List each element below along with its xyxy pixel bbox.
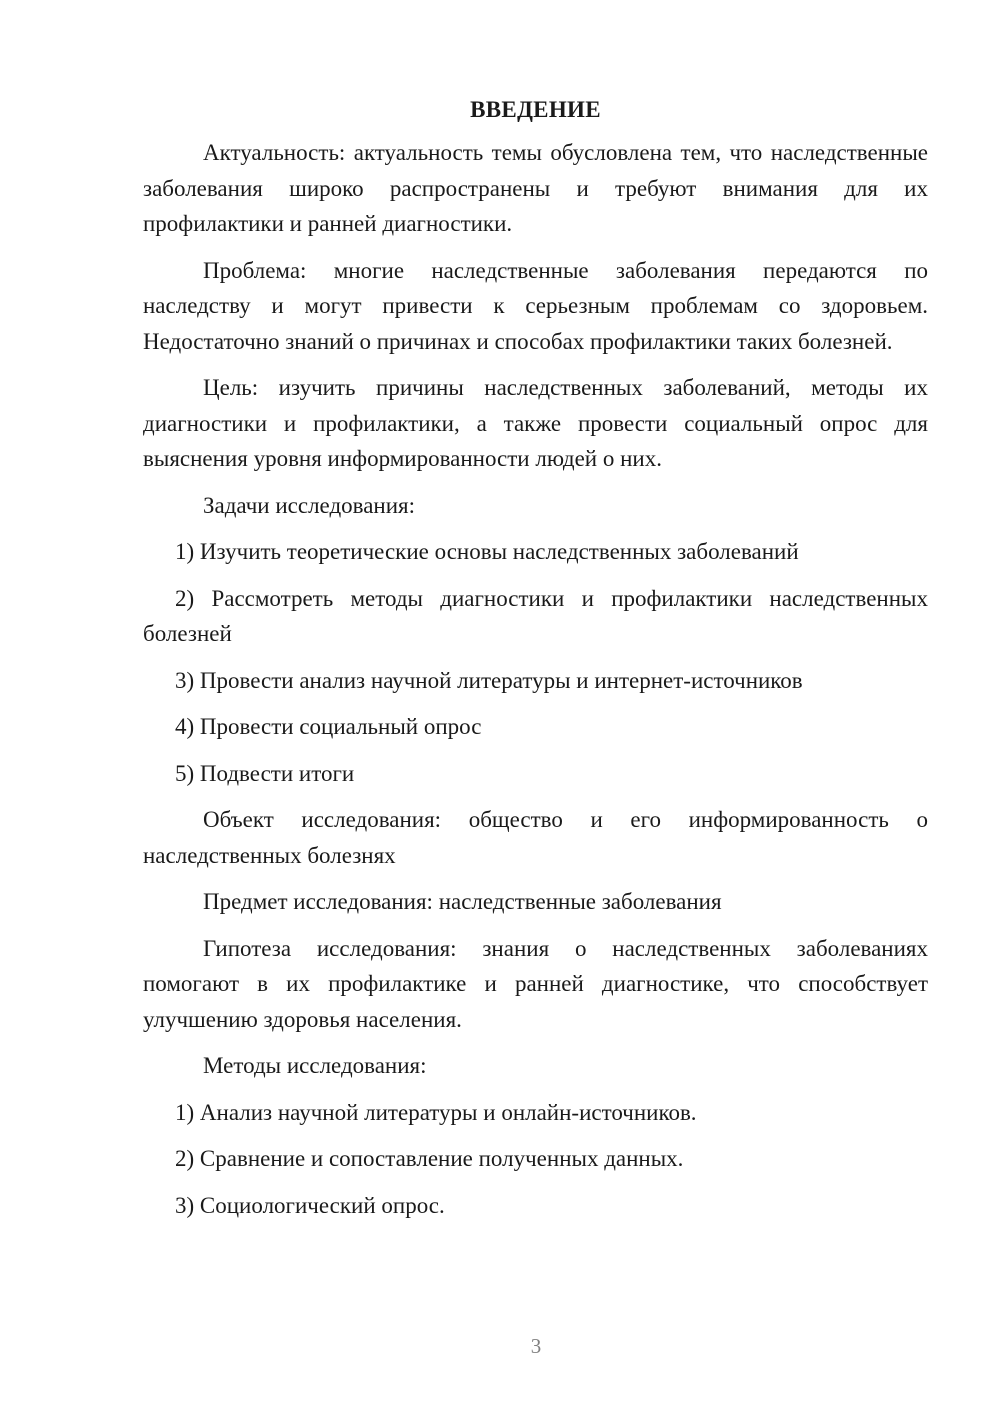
object-paragraph: Объект исследования: общество и его информированность о наследственных болезнях	[143, 807, 928, 868]
method-item: 1) Анализ научной литературы и онлайн-источников.	[175, 1099, 697, 1125]
methods-heading: Методы исследования:	[203, 1053, 427, 1078]
task-item: 1) Изучить теоретические основы наследственных заболеваний	[175, 539, 799, 564]
subject-paragraph: Предмет исследования: наследственные заболевания	[203, 889, 722, 914]
relevance-paragraph: Актуальность: актуальность темы обусловлена тем, что наследственные заболевания широко распространены и требуют внимания для их профилактики и ранней диагностики.	[143, 140, 928, 236]
method-item: 2) Сравнение и сопоставление полученных данных.	[175, 1146, 684, 1171]
tasks-heading: Задачи исследования:	[203, 492, 416, 518]
hypothesis-paragraph: Гипотеза исследования: знания о наследственных заболеваниях помогают в их профилактике и ранней диагностике, что способствует улучшению здоровья населения.	[143, 935, 928, 1032]
task-item: 4) Провести социальный опрос	[175, 714, 482, 739]
task-item: 3) Провести анализ научной литературы и интернет-источников	[175, 667, 803, 693]
section-title: ВВЕДЕНИЕ	[470, 97, 601, 122]
page-content	[143, 92, 928, 1234]
method-item: 3) Социологический опрос.	[175, 1192, 445, 1218]
page-number: 3	[530, 1334, 542, 1358]
task-item: 2) Рассмотреть методы диагностики и профилактики наследственных болезней	[143, 585, 928, 646]
goal-paragraph: Цель: изучить причины наследственных заболеваний, методы их диагностики и профилактики, а также провести социальный опрос для выяснения уровня информированности людей о них.	[143, 375, 928, 471]
problem-paragraph: Проблема: многие наследственные заболевания передаются по наследству и могут привести к серьезным проблемам со здоровьем. Недостаточно знаний о причинах и способах профилактики таких болезней.	[143, 257, 928, 354]
task-item: 5) Подвести итоги	[175, 760, 355, 786]
